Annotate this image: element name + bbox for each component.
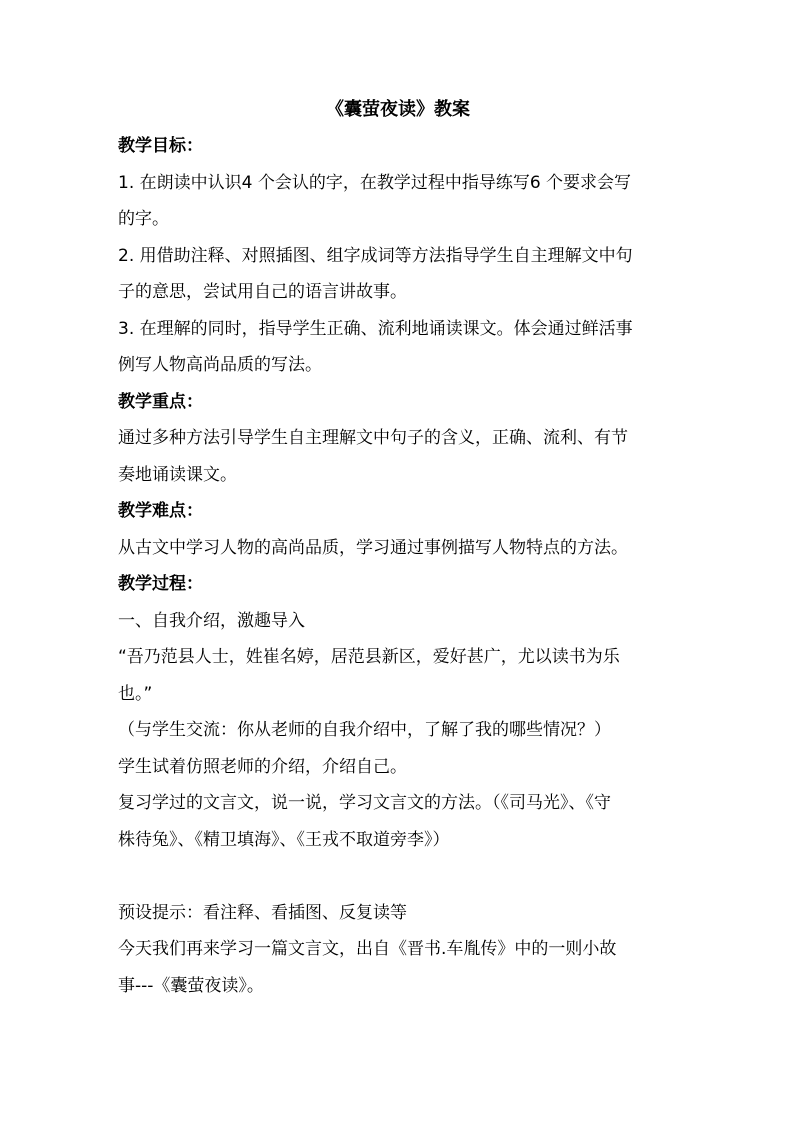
review-line-1: 复习学过的文言文，说一说，学习文言文的方法。（《司马光》、《守: [118, 793, 611, 813]
process-heading: 教学过程：: [118, 574, 203, 594]
student-try-line: 学生试着仿照老师的介绍，介绍自己。: [118, 756, 407, 777]
quote-line-2: 也。”: [118, 683, 153, 704]
step-1-title: 一、自我介绍，激趣导入: [118, 610, 305, 631]
objective-2-line-1: 2. 用借助注释、对照插图、组字成词等方法指导学生自主理解文中句: [118, 245, 633, 266]
keypoint-heading: 教学重点：: [118, 391, 203, 412]
keypoint-line-2: 奏地诵读课文。: [118, 464, 237, 485]
objective-1-line-2: 的字。: [118, 209, 169, 229]
today-line-1: 今天我们再来学习一篇文言文，出自《晋书.车胤传》中的一则小故: [118, 939, 617, 959]
objective-3-line-1: 3. 在理解的同时，指导学生正确、流利地诵读课文。体会通过鲜活事: [118, 318, 633, 339]
keypoint-line-1: 通过多种方法引导学生自主理解文中句子的含义，正确、流利、有节: [118, 428, 628, 448]
document-page: [118, 92, 678, 1004]
today-line-2: 事---《囊萤夜读》。: [118, 975, 264, 996]
hint-line: 预设提示：看注释、看插图、反复读等: [118, 902, 407, 923]
objective-3-line-2: 例写人物高尚品质的写法。: [118, 355, 322, 375]
difficulty-line-1: 从古文中学习人物的高尚品质，学习通过事例描写人物特点的方法。: [118, 537, 628, 558]
document-title: 《囊萤夜读》教案: [326, 99, 470, 120]
objectives-heading: 教学目标：: [118, 136, 203, 156]
difficulty-heading: 教学难点：: [118, 501, 203, 521]
objective-2-line-2: 子的意思，尝试用自己的语言讲故事。: [118, 282, 407, 302]
quote-line-1: “吾乃范县人士，姓崔名婷，居范县新区，爱好甚广，尤以读书为乐: [118, 647, 620, 667]
objective-1-line-1: 1. 在朗读中认识4 个会认的字，在教学过程中指导练写6 个要求会写: [118, 172, 632, 193]
review-line-2: 株待兔》、《精卫填海》、《王戎不取道旁李》）: [118, 829, 450, 850]
exchange-line: （与学生交流：你从老师的自我介绍中，了解了我的哪些情况？）: [118, 720, 611, 740]
blank-line: [118, 858, 678, 895]
